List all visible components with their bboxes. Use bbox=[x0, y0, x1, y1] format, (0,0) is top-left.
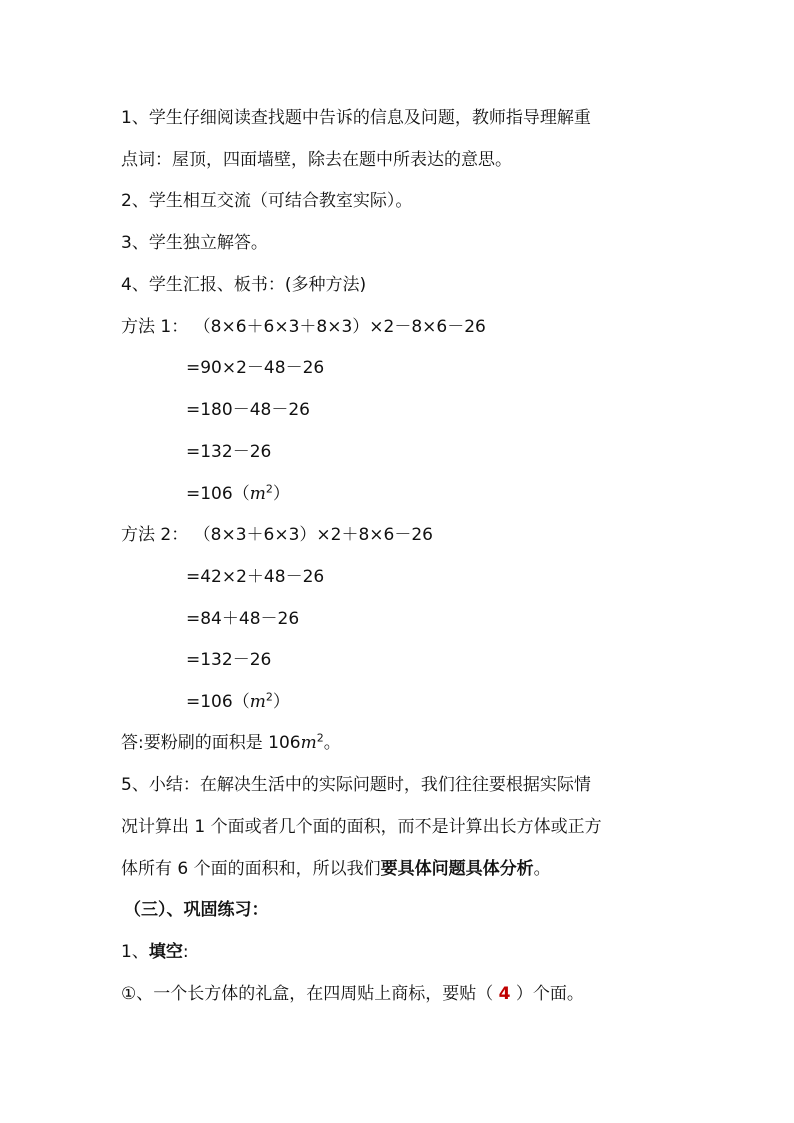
step-1-line-1: 1、学生仔细阅读查找题中告诉的信息及问题，教师指导理解重 bbox=[121, 108, 591, 128]
exercise-1-colon: : bbox=[182, 942, 189, 962]
question-1-text: ①、一个长方体的礼盒，在四周贴上商标，要贴（ bbox=[121, 984, 499, 1004]
method-2-line bbox=[121, 523, 433, 547]
exercise-1-title bbox=[121, 940, 189, 964]
method-2-result bbox=[186, 690, 290, 714]
method-2-unit: m bbox=[249, 692, 266, 712]
method-1-expression: （8×6＋6×3＋8×3）×2－8×6－26 bbox=[193, 317, 486, 337]
method-2-result-value: =106（ bbox=[186, 692, 250, 712]
method-1-unit-exponent: 2 bbox=[265, 482, 273, 496]
question-1 bbox=[121, 982, 584, 1006]
method-1-label: 方法 1： bbox=[121, 317, 189, 337]
method-1-step-3: =132－26 bbox=[186, 442, 272, 462]
summary-line-1: 5、小结：在解决生活中的实际问题时，我们往往要根据实际情 bbox=[121, 775, 591, 795]
method-1-step-2: =180－48－26 bbox=[186, 400, 310, 420]
section-3-heading: （三）、巩固练习： bbox=[124, 900, 269, 920]
method-2-step-2: =84＋48－26 bbox=[186, 609, 300, 629]
method-2-label: 方法 2： bbox=[121, 525, 189, 545]
method-1-result bbox=[186, 482, 290, 506]
question-1-answer: 4 bbox=[498, 984, 511, 1004]
method-1-result-value: =106（ bbox=[186, 484, 250, 504]
method-1-result-close: ） bbox=[272, 484, 290, 504]
summary-line-3-end: 。 bbox=[533, 859, 551, 879]
method-2-expression: （8×3＋6×3）×2＋8×6－26 bbox=[193, 525, 433, 545]
summary-line-3-text: 体所有 6 个面的面积和，所以我们 bbox=[121, 859, 381, 879]
answer-unit-exponent: 2 bbox=[316, 731, 324, 745]
method-1-line bbox=[121, 315, 486, 339]
summary-emphasis: 要具体问题具体分析 bbox=[380, 859, 534, 879]
step-3: 3、学生独立解答。 bbox=[121, 233, 268, 253]
method-2-result-close: ） bbox=[272, 692, 290, 712]
summary-line-3 bbox=[121, 857, 551, 881]
method-1-step-1: =90×2－48－26 bbox=[186, 358, 325, 378]
step-2: 2、学生相互交流（可结合教室实际）。 bbox=[121, 191, 413, 211]
exercise-1-number: 1、 bbox=[121, 942, 149, 962]
answer-period: 。 bbox=[323, 733, 341, 753]
answer-line bbox=[121, 731, 341, 755]
summary-line-2: 况计算出 1 个面或者几个面的面积，而不是计算出长方体或正方 bbox=[121, 817, 602, 837]
answer-text: 答:要粉刷的面积是 106 bbox=[121, 733, 301, 753]
method-2-unit-exponent: 2 bbox=[265, 690, 273, 704]
answer-unit: m bbox=[300, 733, 317, 753]
question-1-end: ）个面。 bbox=[510, 984, 584, 1004]
step-1-line-2: 点词：屋顶，四面墙壁，除去在题中所表达的意思。 bbox=[121, 150, 512, 170]
method-2-step-3: =132－26 bbox=[186, 650, 272, 670]
exercise-1-label: 填空 bbox=[148, 942, 183, 962]
method-2-step-1: =42×2＋48－26 bbox=[186, 567, 325, 587]
step-4: 4、学生汇报、板书：(多种方法) bbox=[121, 275, 367, 295]
method-1-unit: m bbox=[249, 484, 266, 504]
